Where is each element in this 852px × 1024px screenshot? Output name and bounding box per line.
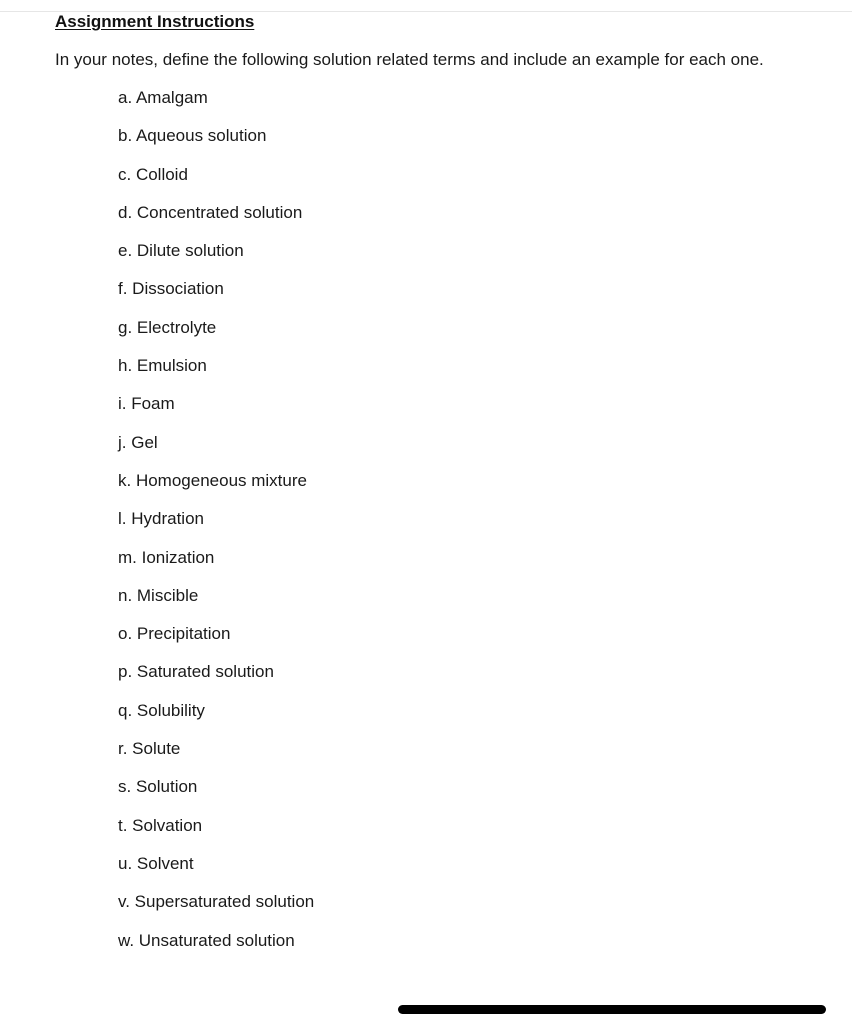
home-indicator-bar[interactable]: [398, 1005, 826, 1014]
term-item-solvation: t. Solvation: [118, 815, 203, 835]
term-item-solution: s. Solution: [118, 777, 198, 797]
term-item-solubility: q. Solubility: [118, 700, 205, 720]
term-item-hydration: l. Hydration: [118, 509, 204, 529]
term-item-concentrated-solution: d. Concentrated solution: [118, 202, 303, 222]
term-list: [118, 88, 314, 969]
term-item-foam: i. Foam: [118, 394, 175, 414]
term-item-amalgam: a. Amalgam: [118, 88, 208, 107]
term-item-emulsion: h. Emulsion: [118, 356, 207, 376]
term-item-ionization: m. Ionization: [118, 547, 215, 567]
term-item-electrolyte: g. Electrolyte: [118, 317, 217, 337]
term-item-aqueous-solution: b. Aqueous solution: [118, 126, 267, 146]
term-item-supersaturated-solution: v. Supersaturated solution: [118, 892, 315, 912]
term-item-homogeneous-mixture: k. Homogeneous mixture: [118, 470, 307, 490]
term-item-saturated-solution: p. Saturated solution: [118, 662, 274, 682]
term-item-solvent: u. Solvent: [118, 853, 194, 873]
term-item-unsaturated-solution: w. Unsaturated solution: [118, 930, 295, 950]
term-item-dilute-solution: e. Dilute solution: [118, 241, 244, 261]
term-item-gel: j. Gel: [118, 432, 158, 452]
term-item-solute: r. Solute: [118, 739, 181, 759]
term-item-precipitation: o. Precipitation: [118, 624, 231, 644]
term-item-colloid: c. Colloid: [118, 164, 188, 184]
term-item-dissociation: f. Dissociation: [118, 279, 224, 299]
assignment-title: Assignment Instructions: [55, 12, 255, 31]
term-item-miscible: n. Miscible: [118, 585, 199, 605]
instructions-text: In your notes, define the following solution related terms and include an example for each one.: [55, 50, 764, 69]
